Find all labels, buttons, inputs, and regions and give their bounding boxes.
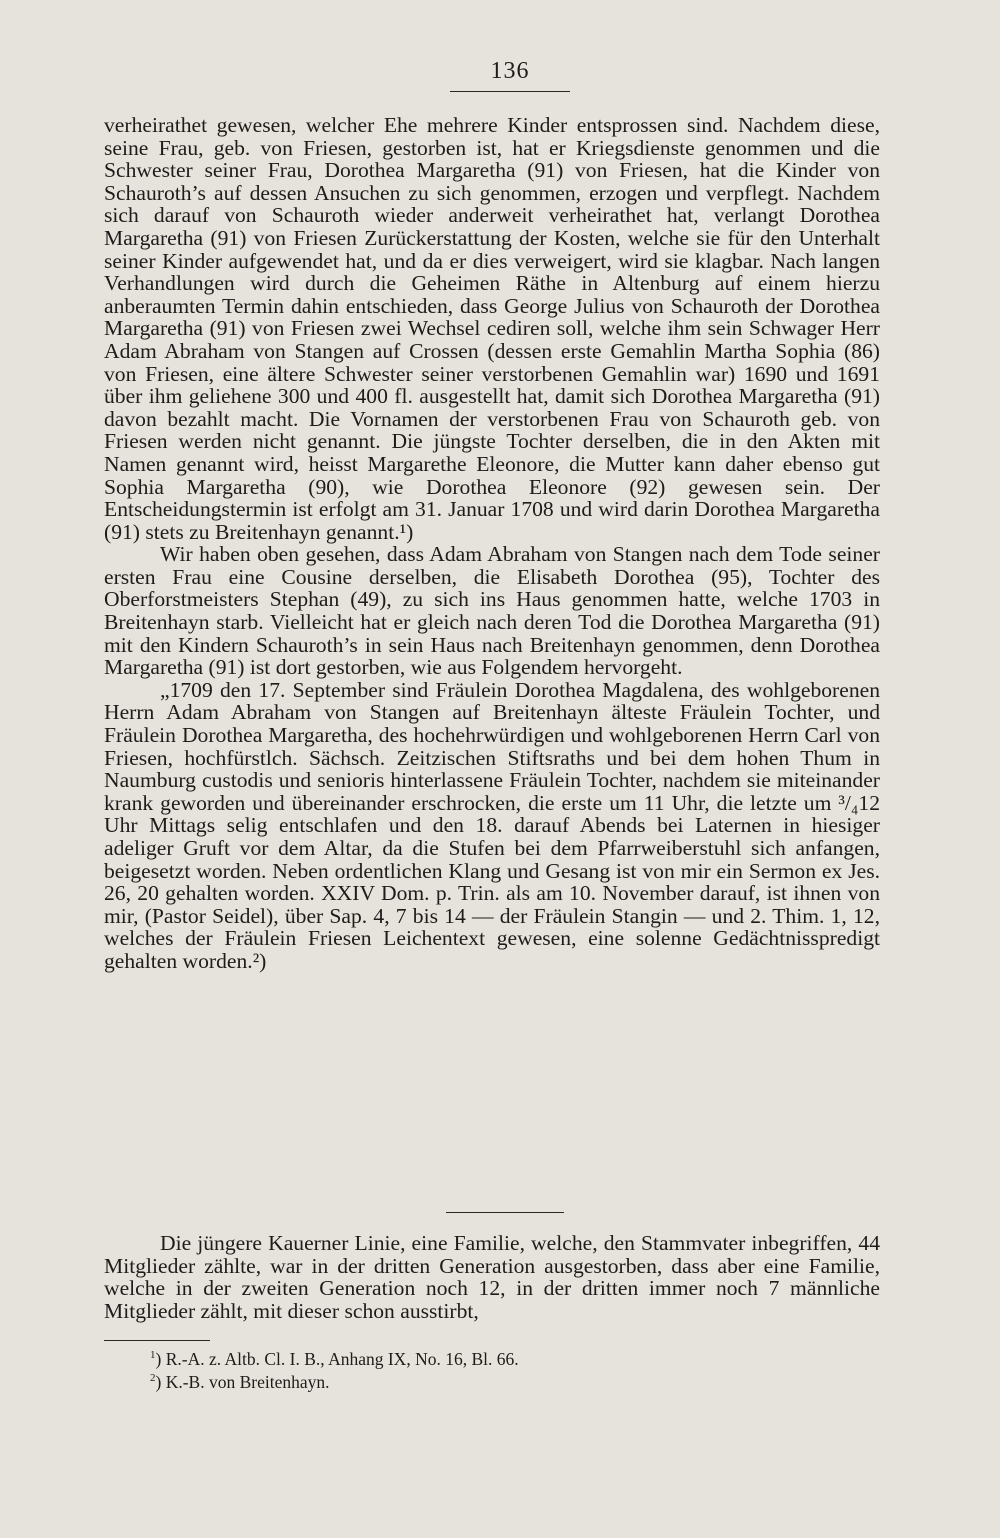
paragraph-breitenhayn: Wir haben oben gesehen, dass Adam Abraham von Stangen nach dem Tode seiner ersten Frau eine Cousine derselben, die Elisabeth Dorothea (95), Tochter des Oberforstmeisters Stephan (49), zu sich ins Haus genommen hatte, welche 1703 in Breitenhayn starb. Vielleicht hat er gleich nach deren Tod die Dorothea Margaretha (91) mit den Kindern Schauroth’s in sein Haus nach Breitenhayn genommen, denn Dorothea Margaretha (91) ist dort gestorben, wie aus Folgendem hervorgeht.: [104, 542, 880, 680]
footnote-text: R.-A. z. Altb. Cl. I. B., Anhang IX, No. 16, Bl. 66.: [165, 1348, 519, 1369]
page-number: 136: [490, 58, 530, 84]
footnote-2: $^2$) K.-B. von Breitenhayn.: [150, 1372, 330, 1393]
footnotes: [150, 1346, 750, 1393]
footnote-1: $^1$) R.-A. z. Altb. Cl. I. B., Anhang IX, No. 16, Bl. 66.: [150, 1348, 519, 1369]
page-number-rule: [450, 91, 570, 92]
section-divider: [446, 1212, 564, 1213]
lower-text-block: [104, 1232, 880, 1322]
footnote-marker: 2: [150, 1372, 156, 1385]
paragraph-kauerner-line: Die jüngere Kauerner Linie, eine Familie, welche, den Stammvater inbegriffen, 44 Mitglieder zählte, war in der dritten Generation ausgestorben, dass aber eine Familie, welche in der zweiten Generation noch 12, in der dritten immer noch 7 männliche Mitglieder zählt, mit dieser schon ausstirbt,: [104, 1231, 880, 1323]
main-text-block: [104, 114, 880, 973]
paragraph-schauroth-case: verheirathet gewesen, welcher Ehe mehrere Kinder entsprossen sind. Nachdem diese, seine Frau, geb. von Friesen, gestorben ist, hat er Kriegsdienste genommen und die Schwester seiner Frau, Dorothea Margaretha (91) von Friesen, hat die Kinder von Schauroth’s auf dessen Ansuchen zu sich genommen, erzogen und verpflegt. Nachdem sich darauf von Schauroth wieder anderweit verheirathet hat, verlangt Dorothea Margaretha (91) von Friesen Zurückerstattung der Kosten, welche sie für den Unterhalt seiner Kinder aufgewendet hat, und da er dies verweigert, wird sie klagbar. Nach langen Verhandlungen wird durch die Geheimen Räthe in Altenburg auf einem hierzu anberaumten Termin dahin entschieden, dass George Julius von Schauroth der Dorothea Margaretha (91) von Friesen zwei Wechsel cediren soll, welche ihm sein Schwager Herr Adam Abraham von Stangen auf Crossen (dessen erste Gemahlin Martha Sophia (86) von Friesen, eine ältere Schwester seiner verstorbenen Gemahlin war) 1690 und 1691 über ihm geliehene 300 und 400 fl. ausgestellt hat, damit sich Dorothea Margaretha (91) davon bezahlt macht. Die Vornamen der verstorbenen Frau von Schauroth geb. von Friesen werden nicht genannt. Die jüngste Tochter derselben, die in den Akten mit Namen genannt wird, heisst Margarethe Eleonore, die Mutter kann daher ebenso gut Sophia Margaretha (90), wie Dorothea Eleonore (92) gewesen sein. Der Entscheidungstermin ist erfolgt am 31. Januar 1708 und wird darin Dorothea Margaretha (91) stets zu Breitenhayn genannt.¹): [104, 113, 880, 544]
footnote-text: K.-B. von Breitenhayn.: [165, 1372, 330, 1393]
footnote-marker: 1: [150, 1349, 156, 1361]
paragraph-church-record: „1709 den 17. September sind Fräulein Dorothea Magdalena, des wohlgeborenen Herrn Adam Abraham von Stangen auf Breitenhayn älteste Fräulein Tochter, und Fräulein Dorothea Margaretha, des hochehrwürdigen und wohlgeborenen Herrn Carl von Friesen, hochfürstlch. Sächsch. Zeitzischen Stiftsraths und bei dem hohen Thum in Naumburg custodis und senioris hinterlassene Fräulein Tochter, nachdem sie miteinander krank geworden und übereinander erschrocken, die erste um 11 Uhr, die letzte um ³/₄12 Uhr Mittags selig entschlafen und den 18. darauf Abends bei Laternen in hiesiger adeliger Gruft vor dem Altar, da die Stufen bei dem Pfarrweiberstuhl sich anfangen, beigesetzt worden. Neben ordentlichen Klang und Gesang ist von mir ein Sermon ex Jes. 26, 20 gehalten worden. XXIV Dom. p. Trin. als am 10. November darauf, ist ihnen von mir, (Pastor Seidel), über Sap. 4, 7 bis 14 — der Fräulein Stangin — und 2. Thim. 1, 12, welches der Fräulein Friesen Leichentext gewesen, eine solenne Gedächtnisspredigt gehalten worden.²): [104, 677, 880, 973]
footnote-rule: [104, 1340, 210, 1341]
